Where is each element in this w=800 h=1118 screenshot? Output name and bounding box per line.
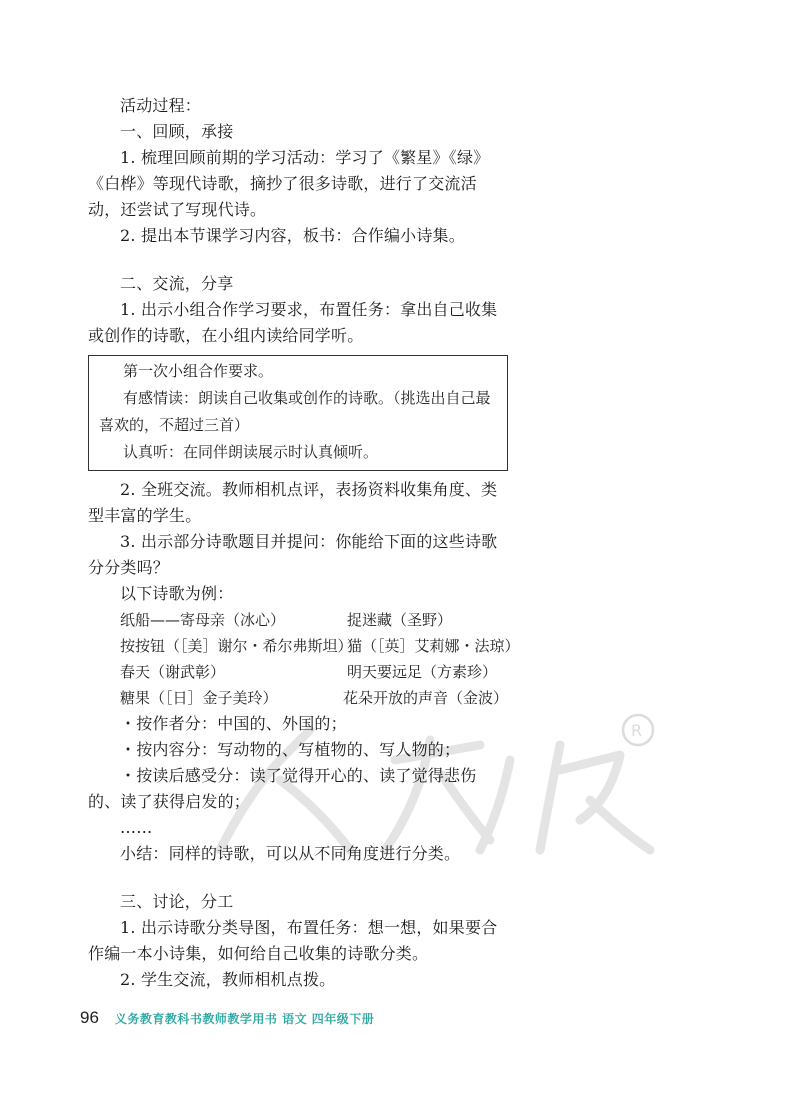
- poem-title: 捉迷藏（圣野）: [347, 611, 453, 629]
- poem-list: [88, 607, 520, 711]
- poem-title: 糖果（［日］金子美玲）: [120, 689, 278, 707]
- poem-row: [120, 659, 508, 685]
- example-intro: 以下诗歌为例：: [120, 584, 234, 603]
- process-label: 活动过程：: [120, 96, 202, 115]
- svg-text:R: R: [631, 721, 643, 740]
- poem-row: [120, 633, 520, 659]
- poem-title: 按按钮（［美］谢尔・希尔弗斯坦）: [120, 637, 353, 655]
- poem-row: [120, 607, 508, 633]
- paragraph: 1. 出示诗歌分类导图，布置任务：想一想，如果要合作编一本小诗集，如何给自己收集的诗歌分类。: [88, 918, 498, 963]
- section-heading-3: 三、讨论，分工: [120, 892, 234, 911]
- ellipsis: ……: [120, 818, 153, 837]
- poem-title: 春天（谢武彰）: [120, 663, 226, 681]
- group-requirement-box: [88, 355, 508, 471]
- page-number: 96: [80, 1008, 99, 1027]
- poem-title: 纸船——寄母亲（冰心）: [120, 611, 286, 629]
- bullet-item: ・按作者分：中国的、外国的；: [120, 714, 347, 733]
- paragraph: 2. 全班交流。教师相机点评，表扬资料收集角度、类型丰富的学生。: [88, 480, 498, 525]
- poem-title: 花朵开放的声音（金波）: [342, 689, 508, 707]
- paragraph: 1. 出示小组合作学习要求，布置任务：拿出自己收集或创作的诗歌，在小组内读给同学听。: [88, 300, 498, 345]
- bullet-item: ・按读后感受分：读了觉得开心的、读了觉得悲伤的、读了获得启发的；: [88, 766, 477, 811]
- book-title: 义务教育教科书教师教学用书 语文 四年级下册: [114, 1012, 375, 1026]
- summary: 小结：同样的诗歌，可以从不同角度进行分类。: [120, 844, 461, 863]
- page-footer: [80, 1008, 374, 1028]
- poem-title: 猫（［英］艾莉娜・法琼）: [347, 637, 520, 655]
- box-item: 认真听：在同伴朗读展示时认真倾听。: [123, 443, 379, 461]
- section-heading-1: 一、回顾，承接: [120, 122, 234, 141]
- bullet-item: ・按内容分：写动物的、写植物的、写人物的；: [120, 740, 461, 759]
- poem-title: 明天要远足（方素珍）: [347, 663, 498, 681]
- box-item: 有感情读：朗读自己收集或创作的诗歌。（挑选出自己最喜欢的，不超过三首）: [99, 389, 491, 434]
- box-title: 第一次小组合作要求。: [123, 362, 274, 380]
- paragraph: 1. 梳理回顾前期的学习活动：学习了《繁星》《绿》《白桦》等现代诗歌，摘抄了很多诗歌，进行了交流活动，还尝试了写现代诗。: [88, 148, 490, 219]
- main-content: [88, 93, 520, 993]
- paragraph: 2. 学生交流，教师相机点拨。: [120, 970, 336, 989]
- section-heading-2: 二、交流，分享: [120, 274, 234, 293]
- paragraph: 2. 提出本节课学习内容，板书：合作编小诗集。: [120, 226, 465, 245]
- poem-row: [120, 685, 508, 711]
- paragraph: 3. 出示部分诗歌题目并提问：你能给下面的这些诗歌分分类吗？: [88, 532, 498, 577]
